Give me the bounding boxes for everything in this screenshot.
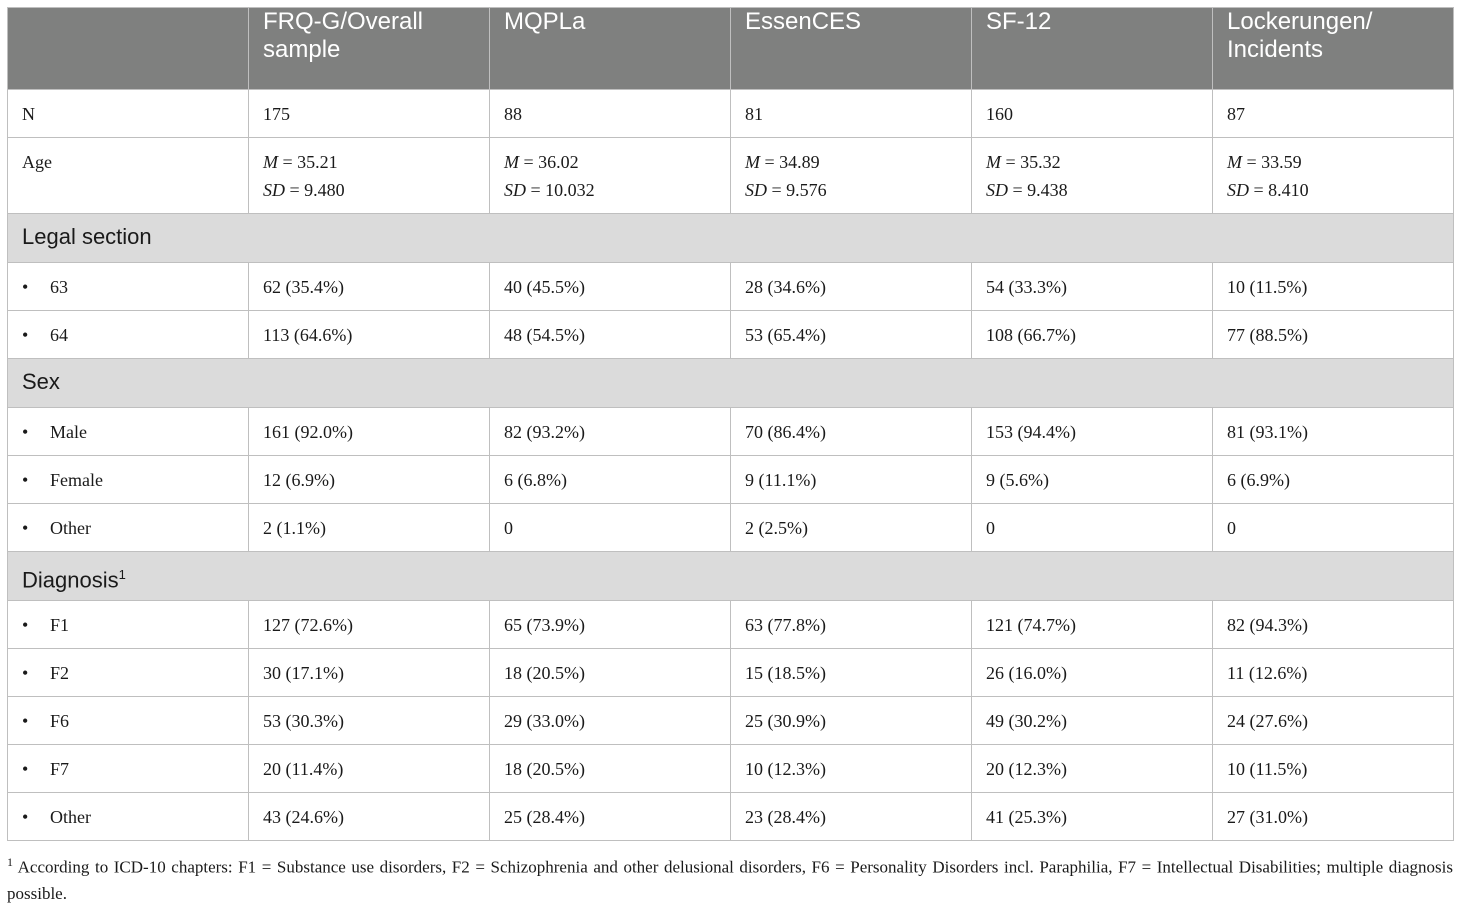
age-cell bbox=[1213, 138, 1454, 214]
section-title-text: Diagnosis bbox=[22, 567, 119, 593]
table-cell: 81 (93.1%) bbox=[1213, 408, 1454, 456]
table-row bbox=[8, 456, 1454, 504]
table-cell: 81 bbox=[731, 90, 972, 138]
header-cell-sf12: SF-12 bbox=[972, 8, 1213, 90]
table-cell: 28 (34.6%) bbox=[731, 263, 972, 311]
bullet-icon: • bbox=[22, 711, 29, 731]
table-row bbox=[8, 311, 1454, 359]
table-cell: 160 bbox=[972, 90, 1213, 138]
age-sd: = 10.032 bbox=[530, 180, 595, 200]
age-mean: = 33.59 bbox=[1246, 152, 1302, 172]
table-cell: 82 (94.3%) bbox=[1213, 601, 1454, 649]
table-cell: 40 (45.5%) bbox=[490, 263, 731, 311]
table-cell: 6 (6.9%) bbox=[1213, 456, 1454, 504]
table-cell: 70 (86.4%) bbox=[731, 408, 972, 456]
footnote-text: According to ICD-10 chapters: F1 = Substance use disorders, F2 = Schizophrenia and other delusional disorders, F6 = Personality Disorders incl. Paraphilia, F7 = Intellectual Disabilities; multiple diagnosis possible. bbox=[7, 857, 1453, 903]
table-cell: 18 (20.5%) bbox=[490, 649, 731, 697]
row-label: 64 bbox=[50, 325, 68, 345]
table-cell: 10 (12.3%) bbox=[731, 745, 972, 793]
table-cell: 53 (30.3%) bbox=[249, 697, 490, 745]
table-cell: 88 bbox=[490, 90, 731, 138]
table-row bbox=[8, 697, 1454, 745]
age-cell bbox=[731, 138, 972, 214]
table-row bbox=[8, 793, 1454, 841]
m-symbol: M bbox=[263, 152, 278, 172]
row-label-cell bbox=[8, 649, 249, 697]
table-cell: 2 (2.5%) bbox=[731, 504, 972, 552]
table-cell: 48 (54.5%) bbox=[490, 311, 731, 359]
table-cell: 15 (18.5%) bbox=[731, 649, 972, 697]
bullet-icon: • bbox=[22, 807, 29, 827]
age-mean: = 36.02 bbox=[523, 152, 579, 172]
table-cell: 26 (16.0%) bbox=[972, 649, 1213, 697]
row-label: F6 bbox=[50, 711, 70, 731]
table-cell: 18 (20.5%) bbox=[490, 745, 731, 793]
bullet-icon: • bbox=[22, 615, 29, 635]
age-mean: = 34.89 bbox=[764, 152, 820, 172]
age-mean: = 35.32 bbox=[1005, 152, 1061, 172]
table-cell: 127 (72.6%) bbox=[249, 601, 490, 649]
section-title bbox=[8, 359, 1454, 408]
age-sd: = 9.576 bbox=[771, 180, 827, 200]
header-row bbox=[8, 8, 1454, 90]
table-cell: 77 (88.5%) bbox=[1213, 311, 1454, 359]
demographics-table bbox=[7, 7, 1454, 841]
footnote-ref: 1 bbox=[118, 567, 126, 582]
table-cell: 0 bbox=[972, 504, 1213, 552]
table-cell: 54 (33.3%) bbox=[972, 263, 1213, 311]
age-sd: = 9.438 bbox=[1012, 180, 1068, 200]
bullet-icon: • bbox=[22, 518, 29, 538]
header-cell-essences: EssenCES bbox=[731, 8, 972, 90]
table-row bbox=[8, 263, 1454, 311]
table-cell: 153 (94.4%) bbox=[972, 408, 1213, 456]
sd-symbol: SD bbox=[504, 180, 526, 200]
table-cell: 175 bbox=[249, 90, 490, 138]
table-cell: 25 (30.9%) bbox=[731, 697, 972, 745]
table-cell: 113 (64.6%) bbox=[249, 311, 490, 359]
header-cell-mqpla: MQPLa bbox=[490, 8, 731, 90]
table-cell: 41 (25.3%) bbox=[972, 793, 1213, 841]
row-label-cell bbox=[8, 408, 249, 456]
table-cell: 62 (35.4%) bbox=[249, 263, 490, 311]
bullet-icon: • bbox=[22, 759, 29, 779]
table-row bbox=[8, 408, 1454, 456]
table-cell: 12 (6.9%) bbox=[249, 456, 490, 504]
table-cell: 20 (11.4%) bbox=[249, 745, 490, 793]
row-label-cell bbox=[8, 745, 249, 793]
row-label: Female bbox=[50, 470, 103, 490]
bullet-icon: • bbox=[22, 277, 29, 297]
table-cell: 20 (12.3%) bbox=[972, 745, 1213, 793]
age-sd: = 9.480 bbox=[289, 180, 345, 200]
bullet-icon: • bbox=[22, 663, 29, 683]
table-cell: 10 (11.5%) bbox=[1213, 263, 1454, 311]
row-label: 63 bbox=[50, 277, 68, 297]
header-cell-lockerungen: Lockerungen/ Incidents bbox=[1213, 8, 1454, 90]
table-cell: 121 (74.7%) bbox=[972, 601, 1213, 649]
table-cell: 27 (31.0%) bbox=[1213, 793, 1454, 841]
age-cell bbox=[972, 138, 1213, 214]
section-header-row bbox=[8, 552, 1454, 601]
header-cell-frq-g: FRQ-G/Overall sample bbox=[249, 8, 490, 90]
table-cell: 43 (24.6%) bbox=[249, 793, 490, 841]
row-label-cell bbox=[8, 263, 249, 311]
table-cell: 65 (73.9%) bbox=[490, 601, 731, 649]
age-cell bbox=[490, 138, 731, 214]
table-cell: 24 (27.6%) bbox=[1213, 697, 1454, 745]
table-cell: 161 (92.0%) bbox=[249, 408, 490, 456]
row-label: Other bbox=[50, 807, 91, 827]
bullet-icon: • bbox=[22, 422, 29, 442]
section-title bbox=[8, 552, 1454, 601]
table-cell: 23 (28.4%) bbox=[731, 793, 972, 841]
table-cell: 29 (33.0%) bbox=[490, 697, 731, 745]
m-symbol: M bbox=[504, 152, 519, 172]
section-title bbox=[8, 214, 1454, 263]
row-label: Age bbox=[8, 138, 249, 214]
table-cell: 30 (17.1%) bbox=[249, 649, 490, 697]
age-mean: = 35.21 bbox=[282, 152, 338, 172]
table-row bbox=[8, 649, 1454, 697]
table-cell: 9 (5.6%) bbox=[972, 456, 1213, 504]
m-symbol: M bbox=[745, 152, 760, 172]
row-label-cell bbox=[8, 793, 249, 841]
table-cell: 63 (77.8%) bbox=[731, 601, 972, 649]
footnote-marker: 1 bbox=[7, 855, 13, 869]
row-label: Male bbox=[50, 422, 87, 442]
row-label: N bbox=[8, 90, 249, 138]
bullet-icon: • bbox=[22, 470, 29, 490]
table-footnote bbox=[7, 849, 1453, 907]
table-cell: 0 bbox=[1213, 504, 1454, 552]
sd-symbol: SD bbox=[263, 180, 285, 200]
row-label-cell bbox=[8, 456, 249, 504]
row-label-cell bbox=[8, 311, 249, 359]
m-symbol: M bbox=[1227, 152, 1242, 172]
table-cell: 82 (93.2%) bbox=[490, 408, 731, 456]
table-cell: 0 bbox=[490, 504, 731, 552]
row-label: F7 bbox=[50, 759, 70, 779]
bullet-icon: • bbox=[22, 325, 29, 345]
table-row bbox=[8, 601, 1454, 649]
row-label-cell bbox=[8, 601, 249, 649]
table-cell: 11 (12.6%) bbox=[1213, 649, 1454, 697]
table-row bbox=[8, 745, 1454, 793]
table-cell: 2 (1.1%) bbox=[249, 504, 490, 552]
sd-symbol: SD bbox=[745, 180, 767, 200]
table-cell: 25 (28.4%) bbox=[490, 793, 731, 841]
header-cell-empty bbox=[8, 8, 249, 90]
section-header-row bbox=[8, 214, 1454, 263]
sd-symbol: SD bbox=[1227, 180, 1249, 200]
row-label: Other bbox=[50, 518, 91, 538]
table-row-age bbox=[8, 138, 1454, 214]
table-cell: 9 (11.1%) bbox=[731, 456, 972, 504]
table-cell: 108 (66.7%) bbox=[972, 311, 1213, 359]
sd-symbol: SD bbox=[986, 180, 1008, 200]
row-label: F2 bbox=[50, 663, 70, 683]
section-header-row bbox=[8, 359, 1454, 408]
age-sd: = 8.410 bbox=[1253, 180, 1309, 200]
table-cell: 87 bbox=[1213, 90, 1454, 138]
row-label-cell bbox=[8, 504, 249, 552]
table-cell: 10 (11.5%) bbox=[1213, 745, 1454, 793]
row-label-cell bbox=[8, 697, 249, 745]
m-symbol: M bbox=[986, 152, 1001, 172]
section-title-text: Legal section bbox=[22, 224, 152, 249]
table-cell: 6 (6.8%) bbox=[490, 456, 731, 504]
table-cell: 49 (30.2%) bbox=[972, 697, 1213, 745]
age-cell bbox=[249, 138, 490, 214]
table-row-n bbox=[8, 90, 1454, 138]
section-title-text: Sex bbox=[22, 369, 60, 394]
table-row bbox=[8, 504, 1454, 552]
row-label: F1 bbox=[50, 615, 70, 635]
table-cell: 53 (65.4%) bbox=[731, 311, 972, 359]
